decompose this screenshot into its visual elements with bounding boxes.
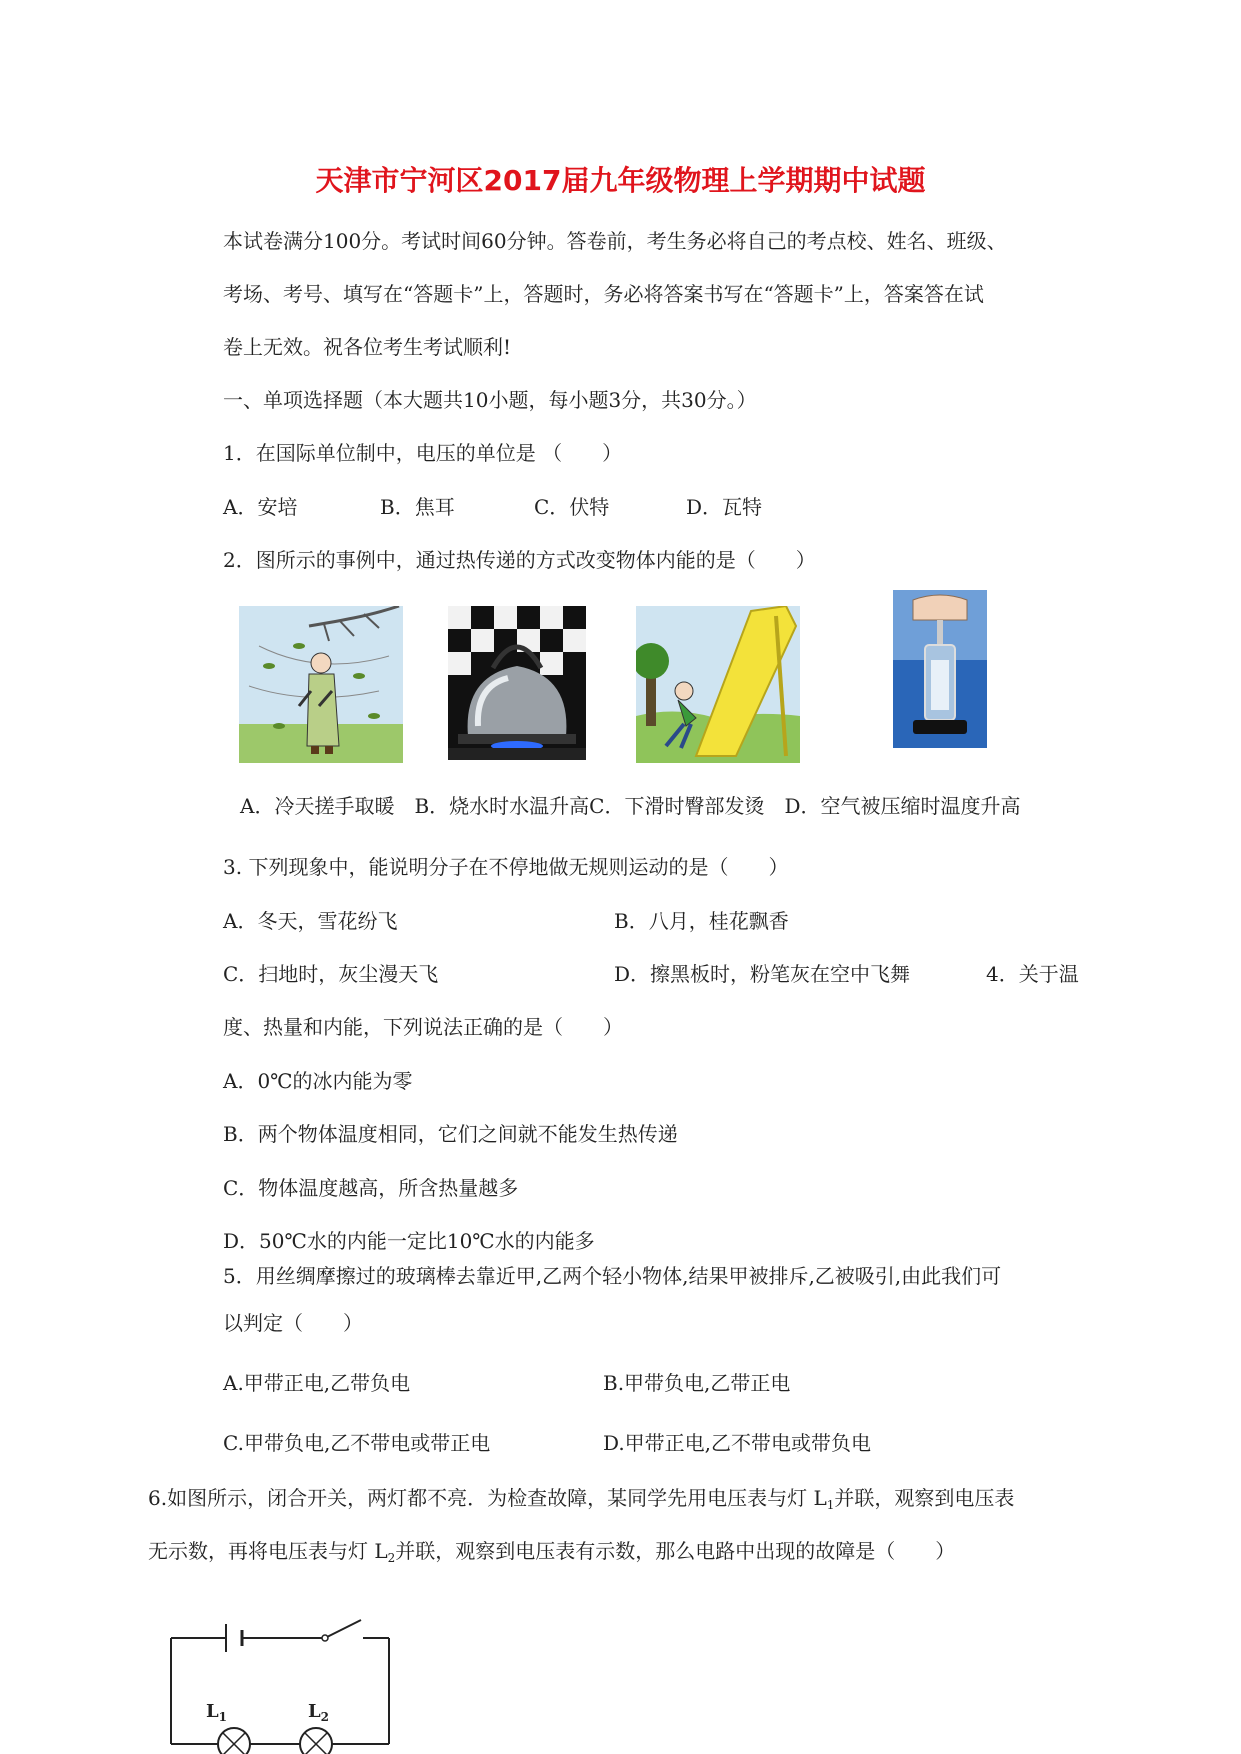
- q3-option-a: A．冬天，雪花纷飞: [223, 909, 398, 933]
- section-heading: 一、单项选择题（本大题共10小题，每小题3分，共30分。）: [223, 388, 757, 412]
- switch-symbol: [322, 1620, 361, 1641]
- q5-option-b: B.甲带负电,乙带正电: [603, 1371, 791, 1395]
- q3-stem: 3. 下列现象中，能说明分子在不停地做无规则运动的是（ ）: [223, 855, 789, 879]
- intro-line-1: 本试卷满分100分。考试时间60分钟。答卷前，考生务必将自己的考点校、姓名、班级、: [223, 229, 1007, 253]
- q5-option-d: D.甲带正电,乙不带电或带负电: [603, 1431, 872, 1455]
- q3-option-c: C．扫地时，灰尘漫天飞: [223, 962, 439, 986]
- picture-slide: [636, 606, 800, 763]
- q4-stem-start: 4．关于温: [986, 962, 1079, 986]
- circuit-diagram: [160, 1610, 400, 1754]
- picture-rubbing-hands: [239, 606, 403, 763]
- page-title: 天津市宁河区2017届九年级物理上学期期中试题: [315, 164, 926, 197]
- q1-stem: 1．在国际单位制中，电压的单位是 （ ）: [223, 441, 623, 465]
- q5-option-c: C.甲带负电,乙不带电或带正电: [223, 1431, 491, 1455]
- battery-symbol: [226, 1624, 242, 1652]
- picture-kettle: [448, 606, 586, 760]
- q3-option-d: D．擦黑板时，粉笔灰在空中飞舞: [614, 962, 911, 986]
- intro-line-3: 卷上无效。祝各位考生考试顺利!: [223, 335, 512, 359]
- q6-stem-line-1: 6.如图所示，闭合开关，两灯都不亮．为检查故障，某同学先用电压表与灯 $L_1$并联，观察到电压表: [148, 1486, 1015, 1512]
- lamp-l1-label: $L_1$: [206, 1701, 228, 1724]
- lamp-l1-symbol: [218, 1728, 250, 1754]
- q1-option-a: A．安培: [223, 495, 298, 519]
- picture-air-pump: [893, 590, 987, 748]
- q1-option-b: B．焦耳: [380, 495, 455, 519]
- q1-option-c: C．伏特: [534, 495, 610, 519]
- q2-stem: 2．图所示的事例中，通过热传递的方式改变物体内能的是（ ）: [223, 548, 816, 572]
- q4-option-c: C．物体温度越高，所含热量越多: [223, 1176, 519, 1200]
- lamp-l2-label: $L_2$: [308, 1701, 330, 1724]
- q5-option-a: A.甲带正电,乙带负电: [223, 1371, 411, 1395]
- q5-stem-line-1: 5．用丝绸摩擦过的玻璃棒去靠近甲,乙两个轻小物体,结果甲被排斥,乙被吸引,由此我们可: [223, 1264, 1002, 1288]
- q4-option-b: B．两个物体温度相同，它们之间就不能发生热传递: [223, 1122, 678, 1146]
- lamp-l2-symbol: [300, 1728, 332, 1754]
- q4-stem: 度、热量和内能，下列说法正确的是（ ）: [223, 1015, 623, 1039]
- q6-stem-line-2: 无示数，再将电压表与灯 $L_2$并联，观察到电压表有示数，那么电路中出现的故障是（ ）: [148, 1539, 956, 1565]
- q1-option-d: D．瓦特: [686, 495, 763, 519]
- q2-options: A．冷天搓手取暖 B．烧水时水温升高C．下滑时臀部发烫 D．空气被压缩时温度升高: [240, 794, 1021, 818]
- q4-option-d: D．50℃水的内能一定比10℃水的内能多: [223, 1229, 595, 1253]
- intro-line-2: 考场、考号、填写在“答题卡”上，答题时，务必将答案书写在“答题卡”上，答案答在试: [223, 282, 984, 306]
- q3-option-b: B．八月，桂花飘香: [614, 909, 789, 933]
- q5-stem-line-2: 以判定（ ）: [223, 1311, 363, 1335]
- q4-option-a: A．0℃的冰内能为零: [223, 1069, 413, 1093]
